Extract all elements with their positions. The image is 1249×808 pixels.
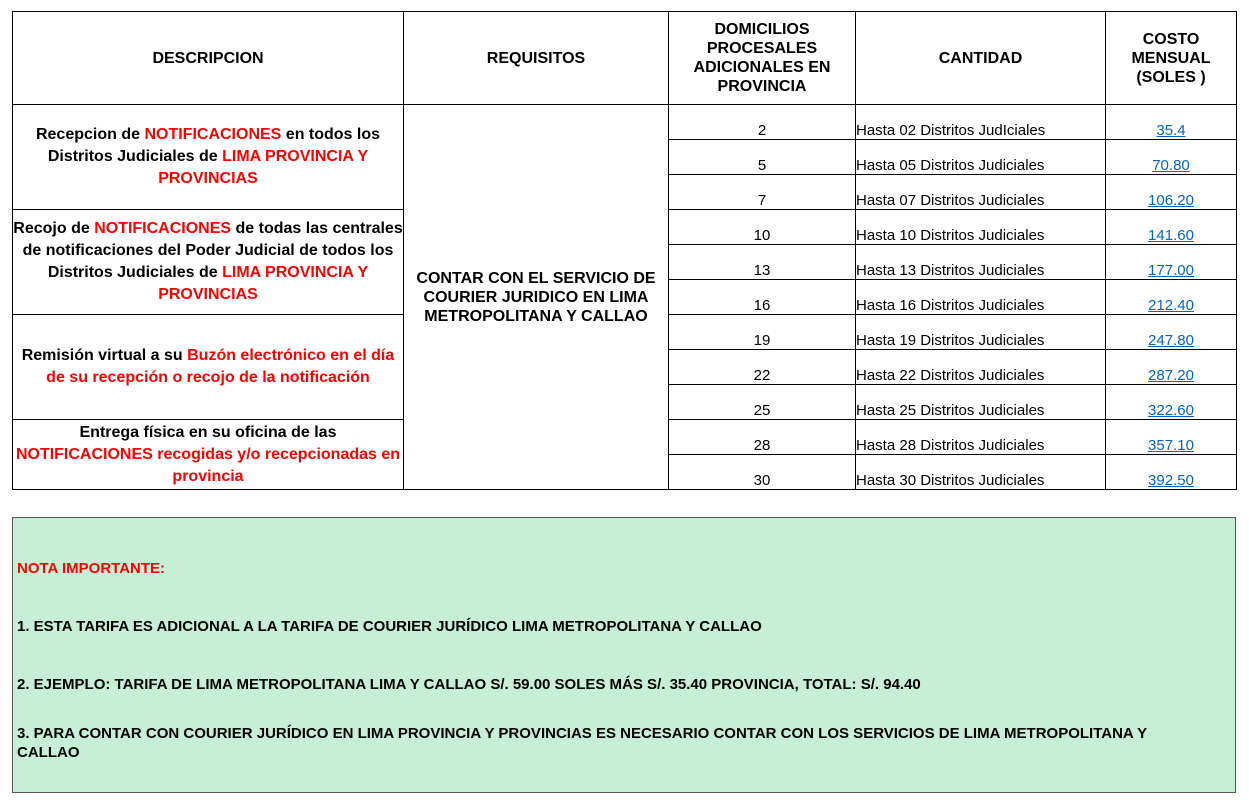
costo-link[interactable]: 357.10 bbox=[1148, 437, 1194, 454]
nota-importante-box bbox=[12, 517, 1236, 793]
costo-link[interactable]: 212.40 bbox=[1148, 297, 1194, 314]
description-text: Recojo de bbox=[13, 220, 95, 237]
costo-link[interactable]: 287.20 bbox=[1148, 367, 1194, 384]
costo-link[interactable]: 141.60 bbox=[1148, 227, 1194, 244]
description-highlight: NOTIFICACIONES bbox=[94, 220, 232, 237]
domicilios-cell: 25 bbox=[669, 385, 856, 420]
description-highlight: NOTIFICACIONES recogidas y/o recepcionadas en provincia bbox=[15, 445, 401, 485]
costo-cell bbox=[1106, 385, 1237, 420]
requisito-text: CONTAR CON EL SERVICIO DE COURIER JURIDICO EN LIMA METROPOLITANA Y CALLAO bbox=[416, 269, 656, 325]
costo-link[interactable]: 247.80 bbox=[1148, 332, 1194, 349]
costo-cell bbox=[1106, 350, 1237, 385]
costo-link[interactable]: 106.20 bbox=[1148, 192, 1194, 209]
description-cell bbox=[13, 315, 404, 420]
domicilios-cell: 5 bbox=[669, 140, 856, 175]
table-row bbox=[13, 105, 1237, 140]
cantidad-cell: Hasta 16 Distritos Judiciales bbox=[856, 280, 1106, 315]
header-domicilios: DOMICILIOS PROCESALES ADICIONALES EN PROVINCIA bbox=[669, 12, 856, 105]
header-row bbox=[13, 12, 1237, 105]
nota-item: 3. PARA CONTAR CON COURIER JURÍDICO EN LIMA PROVINCIA Y PROVINCIAS ES NECESARIO CONTAR CON LOS SERVICIOS DE LIMA METROPOLITANA Y CALLAO bbox=[17, 725, 1147, 761]
header-costo: COSTO MENSUAL (SOLES ) bbox=[1106, 12, 1237, 105]
costo-cell bbox=[1106, 140, 1237, 175]
tarifa-table bbox=[12, 11, 1237, 490]
description-text: Remisión virtual a su bbox=[21, 347, 188, 364]
description-text: Recepcion de bbox=[35, 126, 145, 143]
costo-link[interactable]: 177.00 bbox=[1148, 262, 1194, 279]
domicilios-cell: 22 bbox=[669, 350, 856, 385]
cantidad-cell: Hasta 28 Distritos Judiciales bbox=[856, 420, 1106, 455]
domicilios-cell: 13 bbox=[669, 245, 856, 280]
domicilios-cell: 28 bbox=[669, 420, 856, 455]
description-cell bbox=[13, 210, 404, 315]
costo-link[interactable]: 35.4 bbox=[1156, 122, 1186, 139]
description-text: en todos los Distritos Judiciales de bbox=[47, 126, 381, 165]
description-cell bbox=[13, 420, 404, 490]
cantidad-cell: Hasta 13 Distritos Judiciales bbox=[856, 245, 1106, 280]
description-highlight: Buzón electrónico en el día de su recepción o recojo de la notificación bbox=[46, 347, 395, 386]
costo-cell bbox=[1106, 245, 1237, 280]
domicilios-cell: 16 bbox=[669, 280, 856, 315]
cantidad-cell: Hasta 25 Distritos Judiciales bbox=[856, 385, 1106, 420]
cantidad-cell: Hasta 10 Distritos Judiciales bbox=[856, 210, 1106, 245]
nota-item: 2. EJEMPLO: TARIFA DE LIMA METROPOLITANA LIMA Y CALLAO S/. 59.00 SOLES MÁS S/. 35.40 PROVINCIA, TOTAL: S/. 94.40 bbox=[17, 676, 921, 693]
domicilios-cell: 2 bbox=[669, 105, 856, 140]
domicilios-cell: 7 bbox=[669, 175, 856, 210]
description-text: Entrega física en su oficina de las bbox=[79, 423, 337, 441]
costo-link[interactable]: 392.50 bbox=[1148, 472, 1194, 489]
description-highlight: NOTIFICACIONES bbox=[144, 126, 282, 143]
cantidad-cell: Hasta 19 Distritos Judiciales bbox=[856, 315, 1106, 350]
costo-link[interactable]: 322.60 bbox=[1148, 402, 1194, 419]
cantidad-cell: Hasta 02 Distritos JudIciales bbox=[856, 105, 1106, 140]
costo-cell bbox=[1106, 280, 1237, 315]
cantidad-cell: Hasta 07 Distritos Judiciales bbox=[856, 175, 1106, 210]
header-requisitos: REQUISITOS bbox=[404, 12, 669, 105]
cantidad-cell: Hasta 30 Distritos Judiciales bbox=[856, 455, 1106, 490]
cantidad-cell: Hasta 22 Distritos Judiciales bbox=[856, 350, 1106, 385]
costo-cell bbox=[1106, 455, 1237, 490]
description-text: de todas las centrales de notificaciones del Poder Judicial de todos los Distritos Judiciales de bbox=[22, 220, 403, 281]
costo-link[interactable]: 70.80 bbox=[1152, 157, 1190, 174]
header-descripcion: DESCRIPCION bbox=[13, 12, 404, 105]
domicilios-cell: 10 bbox=[669, 210, 856, 245]
costo-cell bbox=[1106, 420, 1237, 455]
nota-title: NOTA IMPORTANTE: bbox=[17, 560, 166, 577]
cantidad-cell: Hasta 05 Distritos Judiciales bbox=[856, 140, 1106, 175]
costo-cell bbox=[1106, 105, 1237, 140]
costo-cell bbox=[1106, 210, 1237, 245]
description-cell bbox=[13, 105, 404, 210]
header-cantidad: CANTIDAD bbox=[856, 12, 1106, 105]
domicilios-cell: 30 bbox=[669, 455, 856, 490]
costo-cell bbox=[1106, 315, 1237, 350]
description-highlight: LIMA PROVINCIA Y PROVINCIAS bbox=[158, 148, 369, 187]
requisito-cell bbox=[404, 105, 669, 490]
nota-item: 1. ESTA TARIFA ES ADICIONAL A LA TARIFA DE COURIER JURÍDICO LIMA METROPOLITANA Y CALLAO bbox=[17, 618, 762, 635]
costo-cell bbox=[1106, 175, 1237, 210]
description-highlight: LIMA PROVINCIA Y PROVINCIAS bbox=[158, 264, 369, 303]
domicilios-cell: 19 bbox=[669, 315, 856, 350]
